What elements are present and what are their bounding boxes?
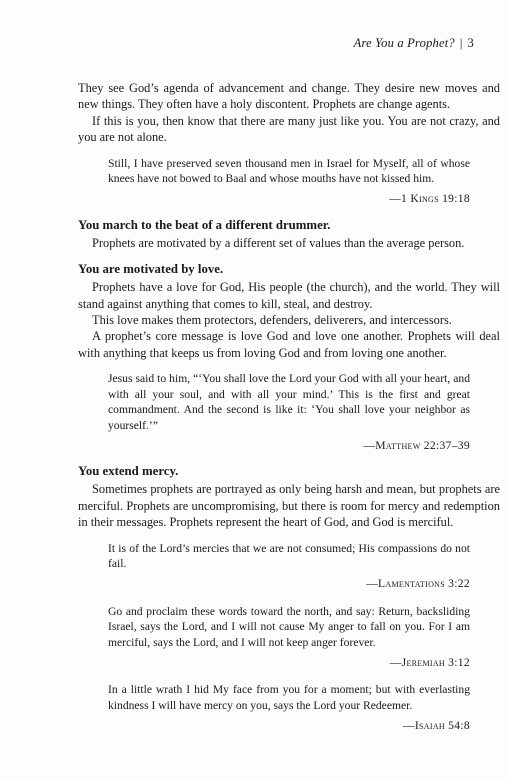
paragraph: A prophet’s core message is love God and love one another. Prophets will deal with anything that keeps us from loving God and from loving one another.: [78, 329, 500, 360]
quote-citation: —Isaiah 54:8: [402, 719, 470, 733]
running-header: [354, 36, 474, 51]
quote-citation: —Jeremiah 3:12: [389, 655, 470, 669]
section-heading: You march to the beat of a different drummer.: [78, 217, 331, 232]
quote-text: Jesus said to him, “‘You shall love the Lord your God with all your heart, and with all your soul, and with all your mind.’ This is the first and great commandment. And the second is like it: ‘You shall love your neighbor as yourself.’”: [108, 372, 470, 432]
paragraph: Prophets have a love for God, His people (the church), and the world. They will stand against anything that comes to kill, steal, and destroy.: [78, 280, 500, 311]
quote-text: In a little wrath I hid My face from you for a moment; but with everlasting kindness I will have mercy on you, says the Lord your Redeemer.: [108, 683, 470, 712]
section-heading: You extend mercy.: [78, 464, 179, 479]
scripture-quote: [108, 371, 470, 453]
paragraph: If this is you, then know that there are many just like you. You are not crazy, and you are not alone.: [78, 113, 500, 145]
quote-text: It is of the Lord’s mercies that we are not consumed; His compassions do not fail.: [108, 541, 470, 570]
quote-citation: —Lamentations 3:22: [366, 577, 470, 591]
quote-citation: —1 Kings 19:18: [389, 192, 470, 206]
chapter-title: Are You a Prophet?: [353, 36, 455, 50]
quote-citation: —Matthew 22:37–39: [363, 438, 470, 452]
page-number: 3: [467, 36, 474, 50]
quote-text: Go and proclaim these words toward the north, and say: Return, backsliding Israel, says the Lord, and I will not cause My anger to fall on you. For I am merciful, says the Lord, and I will not keep anger forever.: [108, 604, 470, 649]
scripture-quote: [108, 682, 470, 733]
paragraph: This love makes them protectors, defenders, deliverers, and intercessors.: [92, 313, 452, 328]
section-heading: You are motivated by love.: [78, 262, 224, 277]
scripture-quote: [108, 604, 470, 671]
paragraph: They see God’s agenda of advancement and change. They desire new moves and new things. They often have a holy discontent. Prophets are change agents.: [78, 81, 500, 112]
paragraph: Prophets are motivated by a different set of values than the average person.: [92, 235, 465, 250]
header-separator: |: [459, 36, 463, 50]
paragraph: Sometimes prophets are portrayed as only being harsh and mean, but prophets are merciful. Prophets are uncompromising, but there is room for mercy and redemption in their messages. Prophets represent the heart of God, and God is merciful.: [78, 482, 500, 530]
scripture-quote: [108, 541, 470, 592]
scripture-quote: [108, 156, 470, 207]
quote-text: Still, I have preserved seven thousand men in Israel for Myself, all of whose knees have not bowed to Baal and whose mouths have not kissed him.: [108, 156, 470, 186]
page-body: [78, 80, 500, 740]
